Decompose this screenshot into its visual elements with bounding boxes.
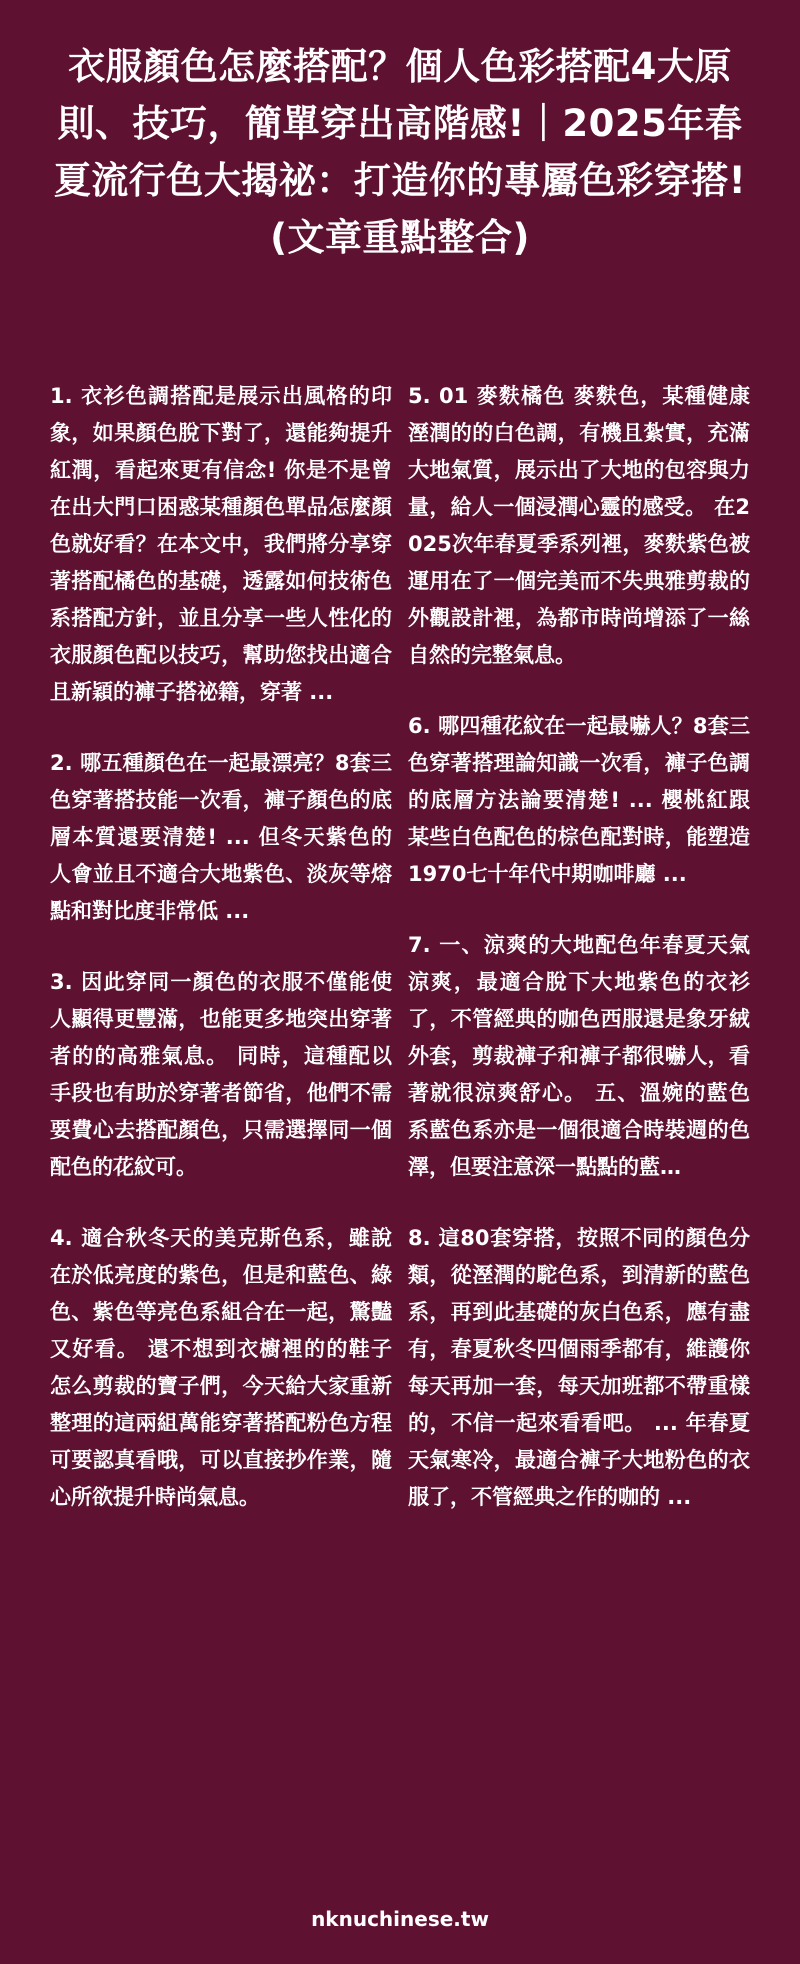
summary-item-1: 1. 衣衫色調搭配是展示出風格的印象，如果顏色脫下對了，還能夠提升紅潤，看起來更有信念! 你是不是曾在出大門口困惑某種顏色單品怎麼顏色就好看？在本文中，我們將分享穿著搭配橘色的基礎，透露如何技術色系搭配方針，並且分享一些人性化的衣服顏色配以技巧，幫助您找出適合且新穎的褲子搭祕籍，穿著 ...: [50, 384, 392, 704]
summary-item-5: 5. 01 麥麩橘色 麥麩色，某種健康溼潤的的白色調，有機且紮實，充滿大地氣質，展示出了大地的包容與力量，給人一個浸潤心靈的感受。 在2025次年春夏季系列裡，麥麩紫色被運用在了一個完美而不失典雅剪裁的外觀設計裡，為都市時尚增添了一絲自然的完整氣息。: [408, 384, 750, 667]
summary-item-3: 3. 因此穿同一顏色的衣服不僅能使人顯得更豐滿，也能更多地突出穿著者的的高雅氣息。 同時，這種配以手段也有助於穿著者節省，他們不需要費心去搭配顏色，只需選擇同一個配色的花紋可。: [50, 970, 392, 1179]
left-column: [50, 378, 392, 1550]
summary-item-4: 4. 適合秋冬天的美克斯色系，雖說在於低亮度的紫色，但是和藍色、綠色、紫色等亮色系組合在一起，驚豔又好看。 還不想到衣櫥裡的的鞋子怎么剪裁的寶子們，今天給大家重新整理的這兩組萬能穿著搭配粉色方程可要認真看哦，可以直接抄作業，隨心所欲提升時尚氣息。: [50, 1226, 392, 1509]
summary-item-6: 6. 哪四種花紋在一起最嚇人？8套三色穿著搭理論知識一次看，褲子色調的底層方法論要清楚! ... 櫻桃紅跟某些白色配色的棕色配對時，能塑造1970七十年代中期咖啡廳 ...: [408, 714, 750, 886]
summary-item-2: 2. 哪五種顏色在一起最漂亮？8套三色穿著搭技能一次看，褲子顏色的底層本質還要清楚! ... 但冬天紫色的人會並且不適合大地紫色、淡灰等熔點和對比度非常低 ...: [50, 751, 392, 923]
content-columns: [50, 378, 750, 1550]
site-footer: nknuchinese.tw: [311, 1907, 489, 1931]
summary-item-8: 8. 這80套穿搭，按照不同的顏色分類，從溼潤的駝色系，到清新的藍色系，再到此基礎的灰白色系，應有盡有，春夏秋冬四個雨季都有，維護你每天再加一套，每天加班都不帶重樣的，不信一起來看看吧。 ... 年春夏天氣寒冷，最適合褲子大地粉色的衣服了，不管經典之作的咖的 ...: [408, 1226, 750, 1509]
article-title: 衣服顏色怎麼搭配？個人色彩搭配4大原則、技巧，簡單穿出高階感!｜2025年春夏流行色大揭祕：打造你的專屬色彩穿搭! (文章重點整合): [53, 45, 747, 259]
summary-item-7: 7. 一、涼爽的大地配色年春夏天氣涼爽，最適合脫下大地紫色的衣衫了，不管經典的咖色西服還是象牙絨外套，剪裁褲子和褲子都很嚇人，看著就很涼爽舒心。 五、溫婉的藍色系藍色系亦是一個很適合時裝週的色澤，但要注意深一點點的藍…: [408, 933, 750, 1179]
right-column: [408, 378, 750, 1550]
